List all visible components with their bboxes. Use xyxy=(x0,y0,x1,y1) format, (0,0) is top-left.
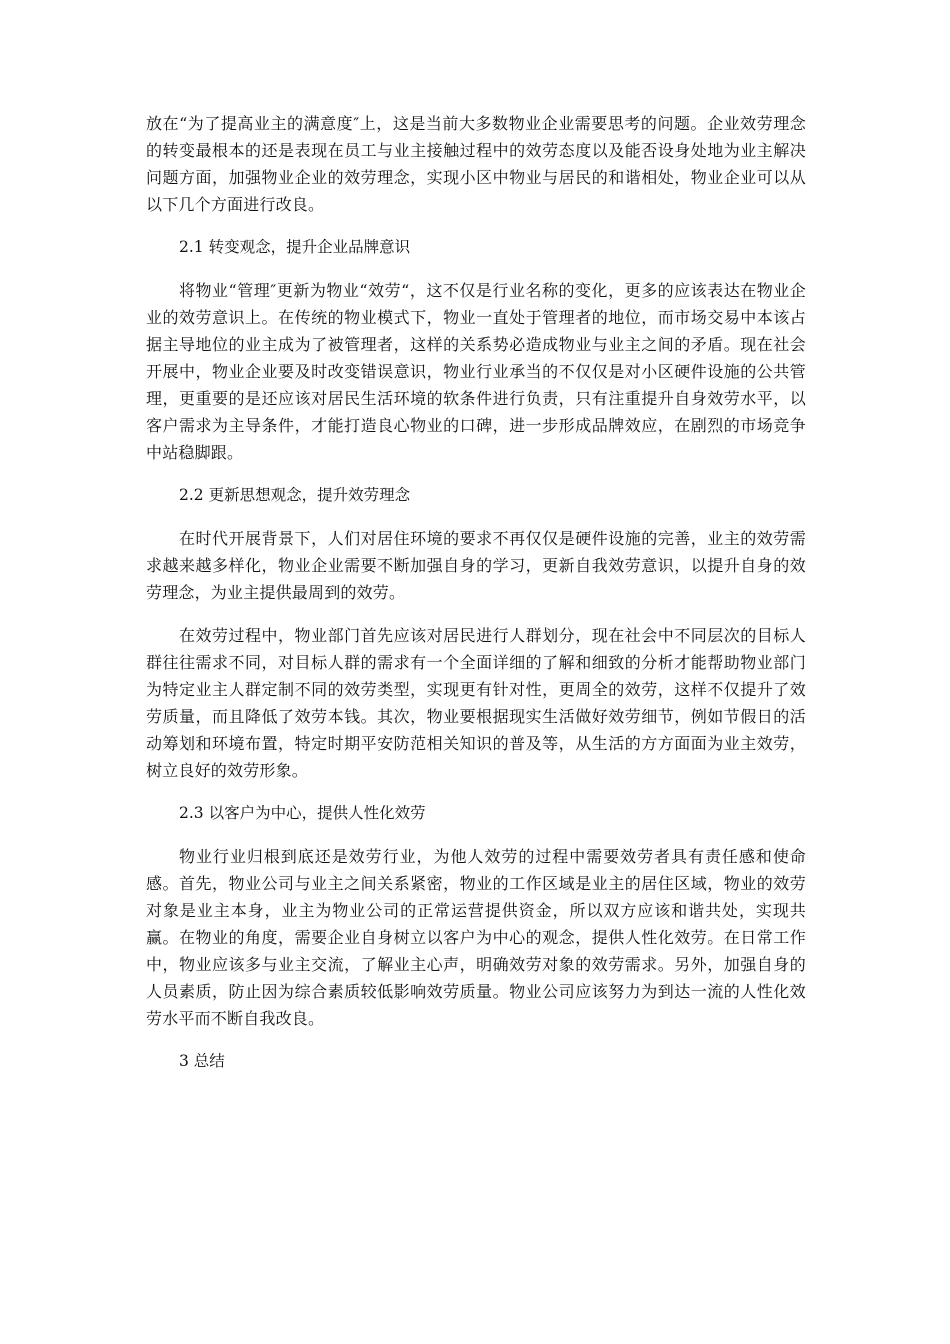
body-paragraph: 物业行业归根到底还是效劳行业，为他人效劳的过程中需要效劳者具有责任感和使命感。首先，物业公司与业主之间关系紧密，物业的工作区域是业主的居住区域，物业的效劳对象是业主本身，业主为物业公司的正常运营提供资金，所以双方应该和谐共处，实现共赢。在物业的角度，需要企业自身树立以客户为中心的观念，提供人性化效劳。在日常工作中，物业应该多与业主交流，了解业主心声，明确效劳对象的效劳需求。另外，加强自身的人员素质，防止因为综合素质较低影响效劳质量。物业公司应该努力为到达一流的人性化效劳水平而不断自我改良。 xyxy=(146,847,806,1028)
document-page xyxy=(146,110,806,1075)
section-heading: 2.2 更新思想观念，提升效劳理念 xyxy=(179,486,411,504)
body-paragraph: 在效劳过程中，物业部门首先应该对居民进行人群划分，现在社会中不同层次的目标人群往往需求不同，对目标人群的需求有一个全面详细的了解和细致的分析才能帮助物业部门为特定业主人群定制不同的效劳类型，实现更有针对性，更周全的效劳，这样不仅提升了效劳质量，而且降低了效劳本钱。其次，物业要根据现实生活做好效劳细节，例如节假日的活动筹划和环境布置，特定时期平安防范相关知识的普及等，从生活的方方面面为业主效劳，树立良好的效劳形象。 xyxy=(146,626,806,780)
section-heading: 2.3 以客户为中心，提供人性化效劳 xyxy=(179,804,426,822)
body-paragraph: 在时代开展背景下，人们对居住环境的要求不再仅仅是硬件设施的完善，业主的效劳需求越来越多样化，物业企业需要不断加强自身的学习，更新自我效劳意识，以提升自身的效劳理念，为业主提供最周到的效劳。 xyxy=(146,529,806,602)
section-heading: 2.1 转变观念，提升企业品牌意识 xyxy=(179,238,411,256)
body-paragraph: 将物业“管理″更新为物业“效劳“，这不仅是行业名称的变化，更多的应该表达在物业企业的效劳意识上。在传统的物业模式下，物业一直处于管理者的地位，而市场交易中本该占据主导地位的业主成为了被管理者，这样的关系势必造成物业与业主之间的矛盾。现在社会开展中，物业企业要及时改变错误意识，物业行业承当的不仅仅是对小区硬件设施的公共管理，更重要的是还应该对居民生活环境的软条件进行负责，只有注重提升自身效劳水平，以客户需求为主导条件，才能打造良心物业的口碑，进一步形成品牌效应，在剧烈的市场竞争中站稳脚跟。 xyxy=(146,281,806,462)
section-heading: 3 总结 xyxy=(179,1052,225,1070)
body-paragraph: 放在“为了提高业主的满意度″上，这是当前大多数物业企业需要思考的问题。企业效劳理念的转变最根本的还是表现在员工与业主接触过程中的效劳态度以及能否设身处地为业主解决问题方面，加强物业企业的效劳理念，实现小区中物业与居民的和谐相处，物业企业可以从以下几个方面进行改良。 xyxy=(146,114,806,214)
